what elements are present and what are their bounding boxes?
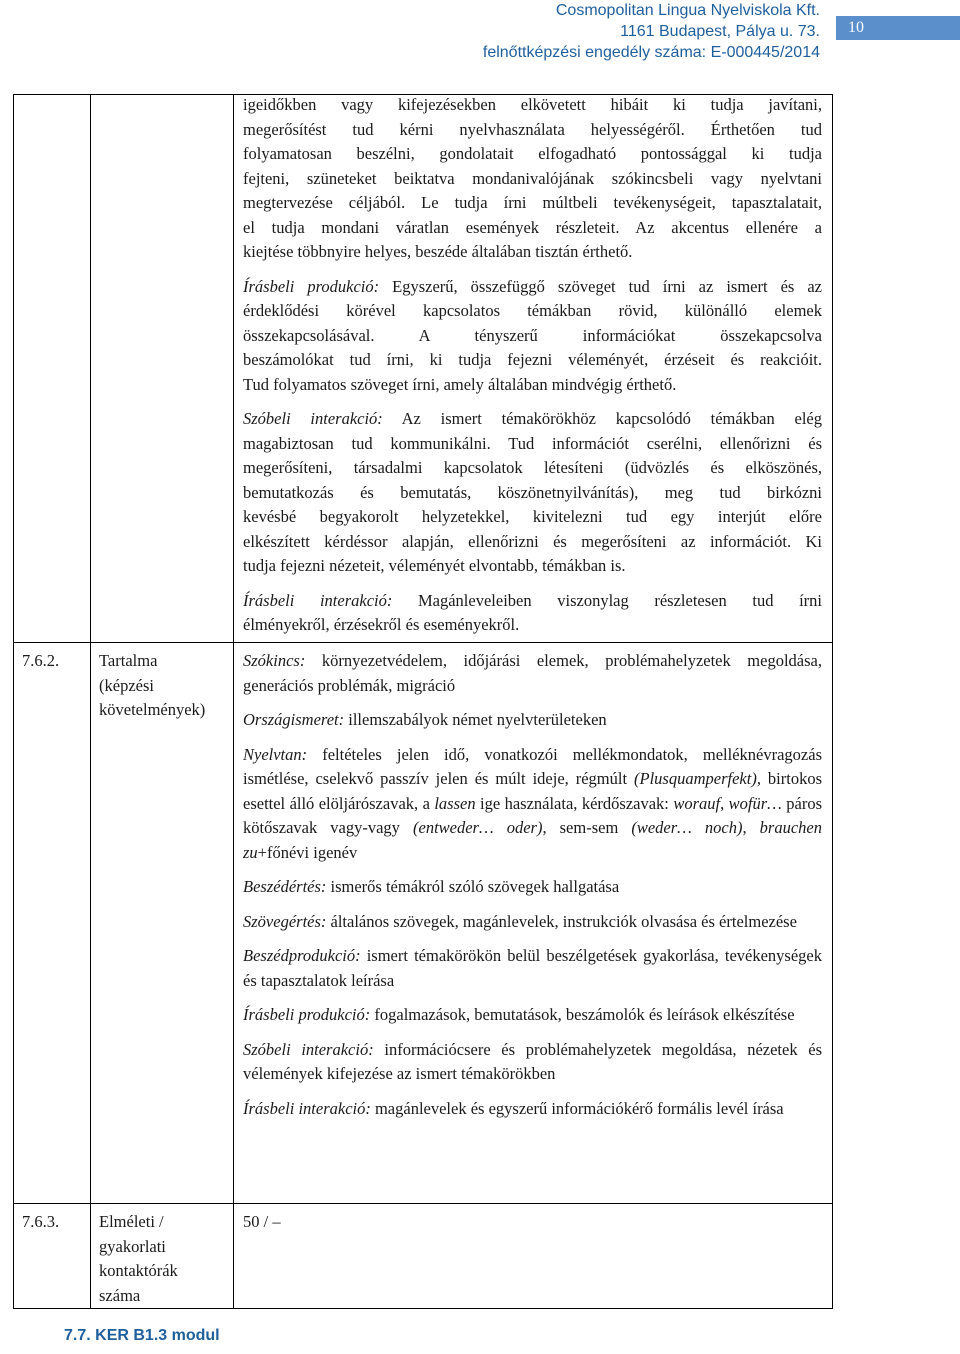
paragraph-text: el tudja mondani váratlan események részleteit. Az akcentus ellenére a (243, 217, 822, 237)
row-divider-2 (13, 1203, 833, 1204)
requirement-text: általános szövegek, magánlevelek, instrukciók olvasása és értelmezése (326, 911, 797, 931)
row-label-line: követelmények) (99, 700, 206, 719)
requirement-text: információcsere és problémahelyzetek megoldása, nézetek és vélemények kifejezése az ismert témakörökben (243, 1039, 822, 1083)
requirement-item (243, 1038, 822, 1087)
requirement-text: fogalmazások, bemutatások, beszámolók és leírások elkészítése (370, 1005, 795, 1024)
paragraph-label: Írásbeli produkció: (243, 276, 380, 296)
text-line (243, 481, 822, 506)
paragraph-text: tudja fejezni nézeteit, véleményét elvontabb, témákban is. (243, 556, 626, 575)
requirement-text: illemszabályok német nyelvterületeken (344, 710, 607, 729)
paragraph-label: Szóbeli interakció: (243, 409, 383, 428)
text-line (243, 118, 822, 143)
table-col-divider-1 (90, 94, 91, 1309)
requirement-text: feltételes jelen idő, vonatkozói mellékmondatok, melléknévragozás ismétlése, cselekvő passzív jelen és múlt ideje, régmúlt (243, 744, 822, 788)
requirement-item (243, 1003, 822, 1028)
requirement-label: Országismeret: (243, 710, 345, 729)
table-col-divider-2 (233, 94, 234, 1309)
requirement-label: Írásbeli produkció: (243, 1005, 371, 1024)
row-label-line: száma (99, 1285, 141, 1305)
requirement-label: Írásbeli interakció: (243, 1098, 371, 1118)
requirement-text: , sem-sem (542, 818, 632, 837)
requirement-label: Beszédértés: (243, 877, 327, 896)
paragraph-gap (243, 397, 822, 407)
text-line (243, 589, 822, 614)
page-number: 10 (836, 16, 960, 40)
text-line (243, 530, 822, 555)
paragraph-gap (243, 1087, 822, 1097)
paragraph-text: élményekről, érzésekről és eseményekről. (243, 615, 520, 634)
requirement-label: Szövegértés: (243, 911, 327, 931)
text-line (243, 191, 822, 216)
requirement-item (243, 910, 822, 935)
requirement-text: páros kötőszavak vagy-vagy (243, 793, 822, 837)
text-line (243, 373, 822, 398)
license-number: felnőttképzési engedély száma: E-000445/2014 (482, 44, 820, 61)
row-label-line: Elméleti / (99, 1212, 164, 1231)
paragraph-text: folyamatosan beszélni, gondolatait elfogadható pontossággal ki tudja (243, 144, 822, 163)
text-line (243, 324, 822, 349)
row-divider-1 (13, 642, 833, 643)
row-label-762 (99, 649, 229, 723)
paragraph-label: Írásbeli interakció: (243, 590, 393, 610)
requirement-text: környezetvédelem, időjárási elemek, problémahelyzetek megoldása, generációs problémák, migráció (243, 651, 822, 695)
requirement-text: (Plusquamperfekt) (634, 769, 757, 788)
table-bottom-border (13, 1308, 833, 1309)
paragraph-text: Egyszerű, összefüggő szöveget tud írni az ismert és az (379, 276, 822, 296)
paragraph-gap (243, 993, 822, 1003)
text-line (243, 613, 822, 638)
requirement-text: wofür… (728, 793, 782, 813)
paragraph-text: megerősíteni, társadalmi kapcsolatok létesíteni (üdvözlés és elköszönés, (243, 458, 822, 477)
text-line (243, 554, 822, 579)
paragraph-gap (243, 265, 822, 275)
company-name: Cosmopolitan Lingua Nyelviskola Kft. (555, 2, 820, 19)
requirement-text: ismerős témákról szóló szövegek hallgatása (326, 877, 620, 896)
requirement-text: , birtokos esettel álló elöljárószavak, a (243, 769, 822, 813)
text-line (243, 456, 822, 481)
text-line (243, 240, 822, 265)
company-address: 1161 Budapest, Pálya u. 73. (620, 23, 820, 40)
paragraph-text: kiejtése többnyire helyes, beszéde általában tisztán érthető. (243, 242, 633, 261)
text-line (243, 407, 822, 432)
section-heading: 7.7. KER B1.3 modul (64, 1327, 220, 1344)
row-label-line: Tartalma (99, 651, 158, 670)
competency-description (243, 93, 822, 638)
paragraph-text: elkészített kérdéssor alapján, ellenőrizni és megerősíteni az információt. Ki (243, 531, 822, 551)
paragraph-text: bemutatkozás és bemutatás, köszönetnyilvánítás), meg tud birkózni (243, 482, 822, 502)
page-header (483, 0, 820, 63)
paragraph-gap (243, 698, 822, 708)
row-label-line: gyakorlati (99, 1236, 166, 1256)
requirement-text: , (742, 818, 760, 837)
requirement-text: worauf (673, 793, 721, 813)
text-line (243, 299, 822, 324)
requirement-item (243, 1097, 822, 1122)
paragraph-text: Tud folyamatos szöveget írni, amely általában mindvégig érthető. (243, 374, 677, 394)
requirement-text: magánlevelek és egyszerű információkérő formális levél írása (370, 1098, 784, 1118)
requirement-label: Szóbeli interakció: (243, 1039, 374, 1059)
row-label-763 (99, 1210, 229, 1308)
content-requirements (243, 649, 822, 1121)
requirement-item (243, 743, 822, 866)
paragraph-text: magabiztosan tud kommunikálni. Tud információt cserélni, ellenőrizni és (243, 433, 822, 453)
row-number-762: 7.6.2. (22, 651, 60, 670)
requirement-label: Beszédprodukció: (243, 946, 361, 965)
paragraph-text: megtervezése céljából. Le tudja írni múltbeli tevékenységeit, tapasztalatait, (243, 193, 822, 212)
paragraph-text: megerősítést tud kérni nyelvhasználata helyességéről. Érthetően tud (243, 119, 822, 139)
paragraph-gap (243, 934, 822, 944)
text-line (243, 216, 822, 241)
paragraph-text: érdeklődési körével kapcsolatos témákban rövid, különálló elemek (243, 301, 822, 320)
contact-hours-value: 50 / – (243, 1212, 281, 1231)
paragraph-text: fejteni, szüneteket beiktatva mondanivalójának szókincsbeli vagy nyelvtani (243, 168, 822, 188)
paragraph-text: beszámolókat tud írni, ki tudja fejezni véleményét, érzéseit és reakcióit. (243, 350, 822, 369)
text-line (243, 142, 822, 167)
requirement-text: ismert témakörökön belül beszélgetések gyakorlása, tevékenységek és tapasztalatok leírása (243, 946, 822, 990)
requirement-label: Szókincs: (243, 651, 306, 670)
requirement-text: brauchen zu (243, 818, 822, 862)
row-label-line: (képzési (99, 675, 154, 695)
requirement-text: (entweder… oder) (413, 818, 543, 837)
paragraph-gap (243, 1028, 822, 1038)
text-line (243, 93, 822, 118)
requirement-item (243, 708, 822, 733)
requirement-label: Nyelvtan: (243, 744, 308, 764)
paragraph-text: kevésbé begyakorolt helyzetekkel, kivitelezni tud egy interjút előre (243, 507, 822, 526)
requirement-text: (weder… noch) (631, 818, 743, 837)
row-label-line: kontaktórák (99, 1261, 178, 1280)
requirement-text: lassen (434, 793, 476, 813)
text-line (243, 432, 822, 457)
paragraph-gap (243, 900, 822, 910)
requirement-item (243, 649, 822, 698)
table-right-border (832, 94, 833, 1309)
paragraph-text: összekapcsolásával. A tényszerű információkat összekapcsolva (243, 325, 822, 345)
paragraph-gap (243, 733, 822, 743)
paragraph-text: Magánleveleiben viszonylag részletesen tud írni (392, 590, 822, 610)
text-line (243, 348, 822, 373)
row-number-763: 7.6.3. (22, 1212, 60, 1231)
text-line (243, 275, 822, 300)
text-line (243, 505, 822, 530)
requirement-item (243, 944, 822, 993)
requirement-text: , (720, 793, 729, 813)
text-line (243, 167, 822, 192)
paragraph-gap (243, 865, 822, 875)
paragraph-gap (243, 579, 822, 589)
paragraph-text: igeidőkben vagy kifejezésekben elkövetett hibáit ki tudja javítani, (243, 95, 822, 114)
requirement-text: +főnévi igenév (257, 842, 358, 862)
requirement-text: ige használata, kérdőszavak: (475, 793, 674, 813)
requirement-item (243, 875, 822, 900)
table-left-border (13, 94, 14, 1309)
paragraph-text: Az ismert témakörökhöz kapcsolódó témákban elég (382, 409, 822, 428)
